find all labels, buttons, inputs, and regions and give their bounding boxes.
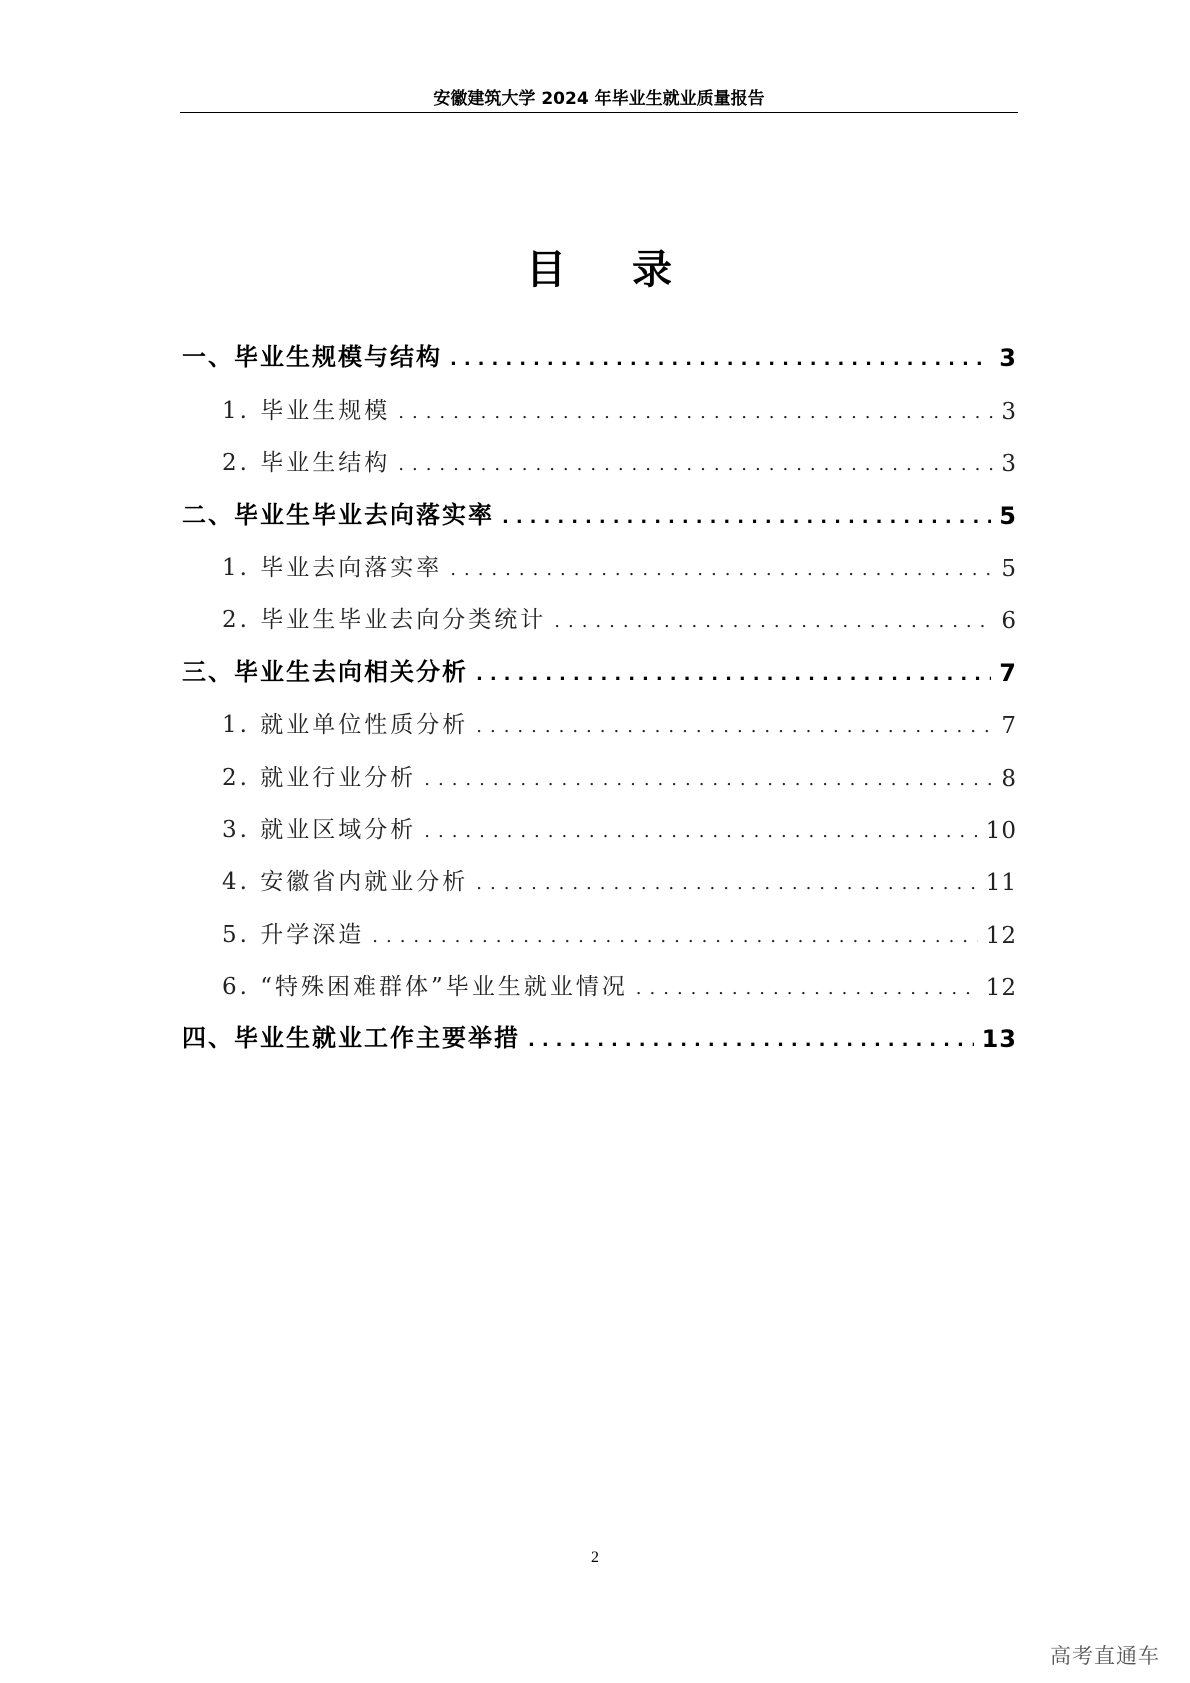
toc-entry-page: 12 — [985, 975, 1017, 1002]
toc-entry[interactable] — [182, 487, 1017, 539]
toc-entry-page: 7 — [1001, 713, 1017, 740]
toc-entry[interactable] — [182, 906, 1017, 958]
toc-entry-page: 10 — [985, 817, 1017, 844]
toc-leader-dots — [398, 456, 993, 474]
toc-entry[interactable] — [182, 644, 1017, 696]
toc-entry-label: 2. 毕业生结构 — [222, 450, 391, 477]
toc-entry[interactable] — [182, 697, 1017, 749]
toc-entry-label: 1. 就业单位性质分析 — [222, 712, 469, 739]
toc-entry-label: 3. 就业区域分析 — [222, 816, 417, 843]
toc-entry-label: 四、毕业生就业工作主要举措 — [182, 1024, 520, 1053]
toc-entry-page: 3 — [999, 344, 1017, 373]
toc-entry[interactable] — [182, 854, 1017, 906]
page-number: 2 — [591, 1549, 599, 1566]
toc-entry-label: 5. 升学深造 — [222, 921, 365, 948]
toc-entry[interactable] — [182, 1011, 1017, 1063]
toc-entry[interactable] — [182, 959, 1017, 1011]
toc-leader-dots — [502, 509, 991, 527]
toc-leader-dots — [476, 718, 993, 736]
header-rule — [180, 112, 1018, 113]
toc-entry[interactable] — [182, 592, 1017, 644]
toc-entry-label: 2. 毕业生毕业去向分类统计 — [222, 607, 547, 634]
toc-entry[interactable] — [182, 802, 1017, 854]
toc-entry-label: 1. 毕业去向落实率 — [222, 554, 443, 581]
toc-entry-page: 3 — [1001, 451, 1017, 478]
toc-entry-page: 7 — [999, 658, 1017, 687]
toc-entry-page: 5 — [999, 501, 1017, 530]
toc-entry[interactable] — [182, 540, 1017, 592]
toc-entry-page: 3 — [1001, 398, 1017, 425]
toc-leader-dots — [424, 823, 977, 841]
toc-entry-page: 8 — [1001, 765, 1017, 792]
toc-leader-dots — [372, 928, 977, 946]
toc-entry-label: 1. 毕业生规模 — [222, 397, 391, 424]
toc-entry[interactable] — [182, 382, 1017, 434]
toc-leader-dots — [528, 1032, 974, 1050]
toc-entry[interactable] — [182, 435, 1017, 487]
toc-entry[interactable] — [182, 330, 1017, 382]
toc-entry-page: 12 — [985, 922, 1017, 949]
toc-leader-dots — [450, 561, 993, 579]
watermark-text: 高考直通车 — [1050, 1644, 1160, 1668]
toc-leader-dots — [554, 613, 993, 631]
toc-entry-page: 11 — [985, 870, 1017, 897]
toc-entry-label: 6. “特殊困难群体”毕业生就业情况 — [222, 974, 628, 1001]
toc-leader-dots — [636, 980, 978, 998]
toc-entry-page: 5 — [1001, 555, 1017, 582]
toc-entry-page: 13 — [981, 1025, 1017, 1054]
toc-entry-label: 4. 安徽省内就业分析 — [222, 869, 469, 896]
toc-title: 目 录 — [526, 247, 698, 293]
toc-leader-dots — [424, 771, 993, 789]
toc-leader-dots — [476, 875, 977, 893]
toc-entry-label: 三、毕业生去向相关分析 — [182, 657, 468, 686]
toc-leader-dots — [398, 404, 993, 422]
toc-entry-page: 6 — [1001, 608, 1017, 635]
toc-leader-dots — [476, 666, 991, 684]
toc-entry-label: 一、毕业生规模与结构 — [182, 343, 442, 372]
toc-leader-dots — [450, 351, 991, 369]
toc-entry-label: 二、毕业生毕业去向落实率 — [182, 500, 494, 529]
toc-entry-label: 2. 就业行业分析 — [222, 764, 417, 791]
running-header: 安徽建筑大学 2024 年毕业生就业质量报告 — [433, 89, 765, 109]
table-of-contents — [182, 330, 1017, 1063]
toc-entry[interactable] — [182, 749, 1017, 801]
